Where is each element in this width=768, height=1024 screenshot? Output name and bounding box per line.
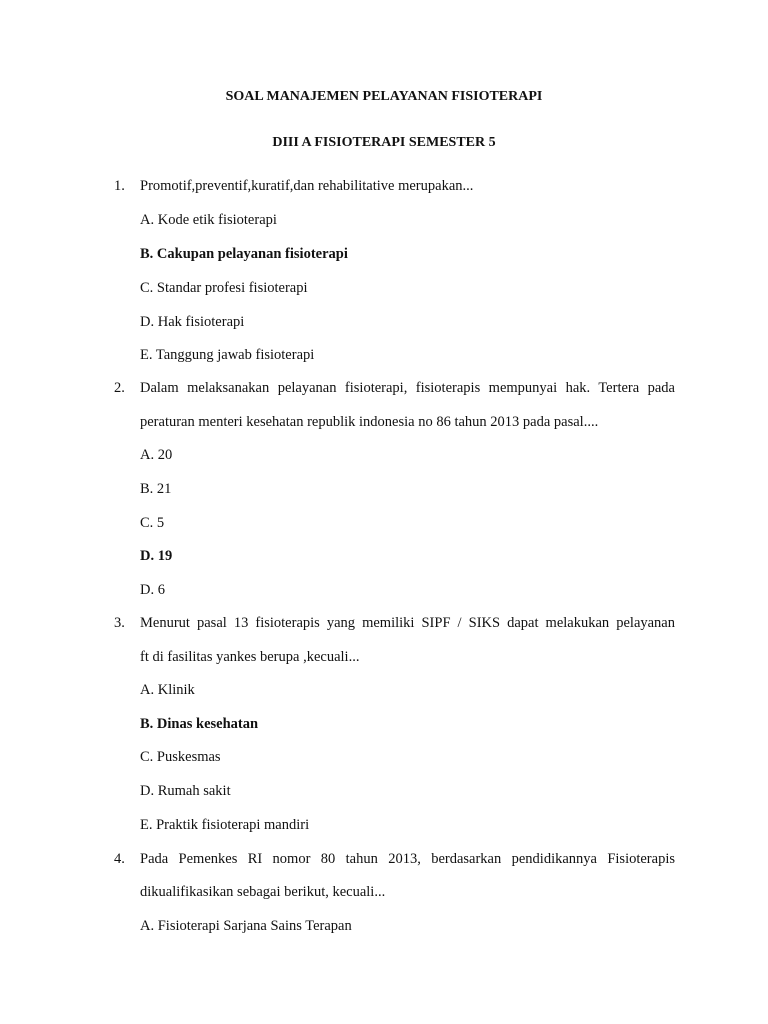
answer-option: C. Standar profesi fisioterapi xyxy=(140,280,308,296)
question-number: 2. xyxy=(114,380,125,396)
answer-option: D. Rumah sakit xyxy=(140,783,231,799)
question-text: Pada Pemenkes RI nomor 80 tahun 2013, berdasarkan pendidikannya Fisioterapis xyxy=(140,851,675,867)
answer-option: A. 20 xyxy=(140,447,173,463)
question-text: Dalam melaksanakan pelayanan fisioterapi, fisioterapis mempunyai hak. Tertera pada xyxy=(140,380,675,396)
question-number: 4. xyxy=(114,851,125,867)
question-text: ft di fasilitas yankes berupa ,kecuali... xyxy=(140,649,360,665)
question-text: dikualifikasikan sebagai berikut, kecuali... xyxy=(140,884,386,900)
answer-option: B. 21 xyxy=(140,481,172,497)
answer-option: A. Fisioterapi Sarjana Sains Terapan xyxy=(140,918,352,934)
question-number: 3. xyxy=(114,615,125,631)
answer-option-correct: B. Dinas kesehatan xyxy=(140,716,259,732)
answer-option: C. Puskesmas xyxy=(140,749,221,765)
question-number: 1. xyxy=(114,178,125,194)
question-text: peraturan menteri kesehatan republik indonesia no 86 tahun 2013 pada pasal.... xyxy=(140,414,599,430)
answer-option: C. 5 xyxy=(140,515,165,531)
document-subtitle: DIII A FISIOTERAPI SEMESTER 5 xyxy=(272,135,496,150)
answer-option-correct: D. 19 xyxy=(140,548,173,564)
question-text: Menurut pasal 13 fisioterapis yang memiliki SIPF / SIKS dapat melakukan pelayanan xyxy=(140,615,675,631)
answer-option: D. Hak fisioterapi xyxy=(140,314,245,330)
answer-option: A. Klinik xyxy=(140,682,195,698)
answer-option-correct: B. Cakupan pelayanan fisioterapi xyxy=(140,246,348,262)
answer-option: E. Praktik fisioterapi mandiri xyxy=(140,817,310,833)
document-title: SOAL MANAJEMEN PELAYANAN FISIOTERAPI xyxy=(225,89,543,104)
answer-option: E. Tanggung jawab fisioterapi xyxy=(140,347,315,363)
question-text: Promotif,preventif,kuratif,dan rehabilitative merupakan... xyxy=(140,178,474,194)
answer-option: D. 6 xyxy=(140,582,165,598)
answer-option: A. Kode etik fisioterapi xyxy=(140,212,277,228)
